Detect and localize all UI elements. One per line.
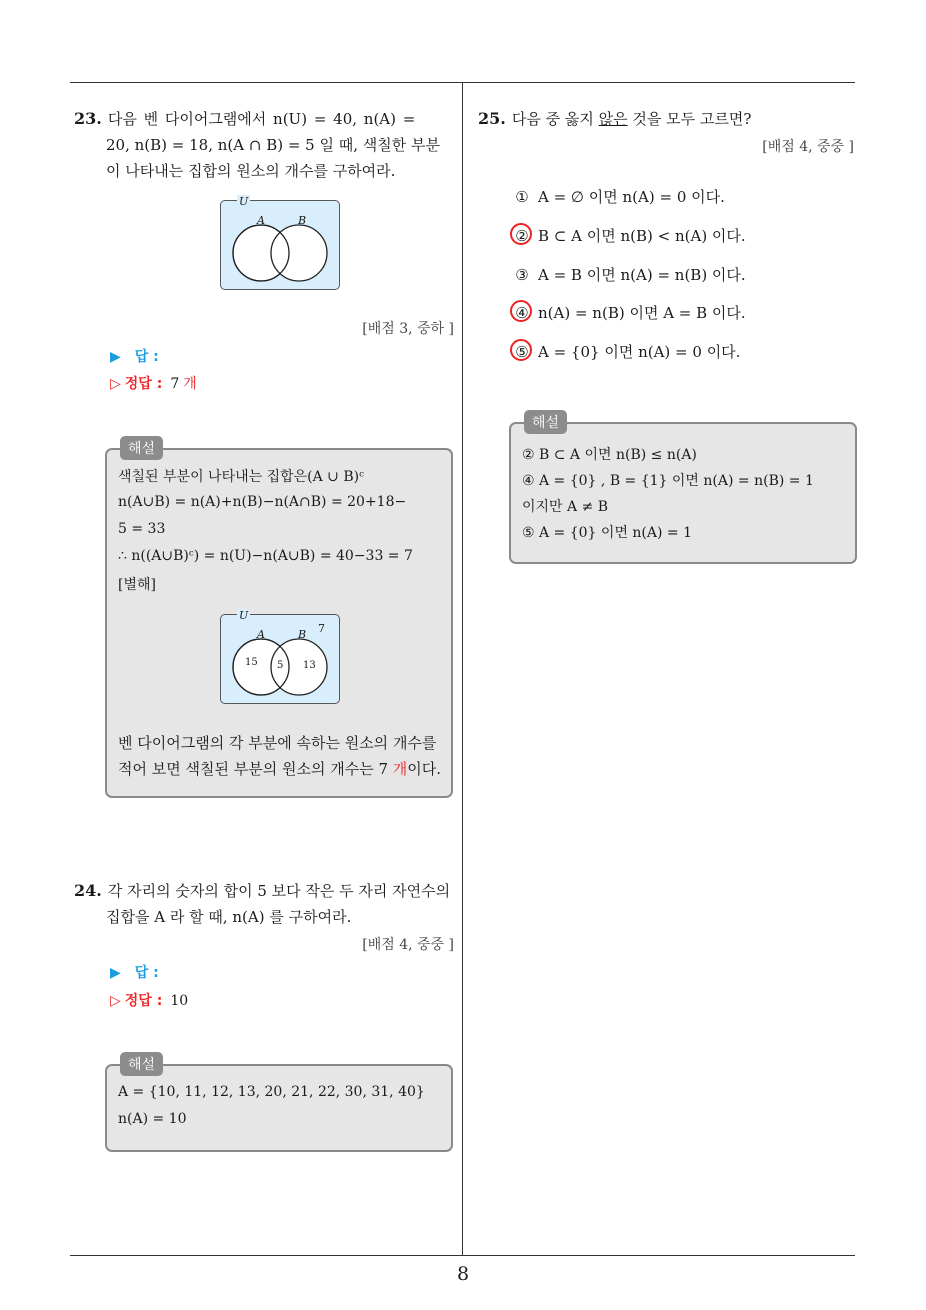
explanation-line: n(A) = 10 xyxy=(118,1111,187,1127)
correct-answer-row xyxy=(110,990,188,1010)
venn-label-u: U xyxy=(239,609,249,622)
explanation-box-24 xyxy=(105,1064,453,1152)
explanation-tag: 해설 xyxy=(120,1052,163,1076)
problem-number: 25. xyxy=(478,109,506,128)
explanation-line: 5 = 33 xyxy=(118,521,166,537)
problem-text: 20, n(B) = 18, n(A ∩ B) = 5 일 때, 색칠한 부분 xyxy=(106,136,440,154)
choice-4[interactable] xyxy=(512,302,746,323)
explanation-line: ∴ n((A∪B)ᶜ) = n(U)−n(A∪B) = 40−33 = 7 xyxy=(118,548,413,564)
venn-label-b: B xyxy=(298,628,307,641)
venn-count-b-only: 13 xyxy=(303,660,316,671)
venn-label-a: A xyxy=(257,214,265,227)
choice-number: ③ xyxy=(515,266,529,284)
set-b-circle xyxy=(271,225,327,281)
choice-text: n(A) = n(B) 이면 A = B 이다. xyxy=(538,304,746,322)
problem-text: 집합을 A 라 할 때, n(A) 를 구하여라. xyxy=(106,908,352,926)
problem-number: 23. xyxy=(74,109,102,128)
venn-diagram xyxy=(220,195,340,290)
score-label: [배점 4, 중중 ] xyxy=(362,937,454,953)
problem-text: 것을 모두 고르면? xyxy=(627,110,752,128)
problem-text: 다음 벤 다이어그램에서 n(U) = 40, n(A) = xyxy=(107,110,416,128)
problem-23 xyxy=(74,106,456,184)
venn-count-outside: 7 xyxy=(318,622,325,635)
explanation-unit: 개 xyxy=(392,760,408,778)
choice-text: A = {0} 이면 n(A) = 0 이다. xyxy=(538,343,741,361)
explanation-line: [별해] xyxy=(118,577,156,593)
triangle-outline-icon: ▷ xyxy=(110,376,121,392)
choice-1[interactable] xyxy=(512,186,725,207)
explanation-line: ② B ⊂ A 이면 n(B) ≤ n(A) xyxy=(522,447,697,463)
correct-value: 7 xyxy=(170,376,180,392)
explanation-line xyxy=(118,758,441,779)
explanation-line: n(A∪B) = n(A)+n(B)−n(A∩B) = 20+18− xyxy=(118,494,407,510)
page-number: 8 xyxy=(456,1263,470,1285)
problem-number: 24. xyxy=(74,881,102,900)
triangle-right-icon: ▶ xyxy=(110,349,121,365)
venn-label-a: A xyxy=(257,628,265,641)
choice-5[interactable] xyxy=(512,341,740,362)
explanation-line: ⑤ A = {0} 이면 n(A) = 1 xyxy=(522,525,693,541)
problem-25 xyxy=(478,106,854,132)
choice-text: B ⊂ A 이면 n(B) < n(A) 이다. xyxy=(538,227,746,245)
triangle-outline-icon: ▷ xyxy=(110,993,121,1009)
explanation-tag: 해설 xyxy=(524,410,567,434)
answer-label: 답 : xyxy=(134,349,159,365)
correct-value: 10 xyxy=(170,993,189,1009)
explanation-line: 이지만 A ≠ B xyxy=(522,499,609,515)
explanation-line: ④ A = {0} , B = {1} 이면 n(A) = n(B) = 1 xyxy=(522,473,814,489)
venn-label-u: U xyxy=(239,195,249,208)
choice-number: ④ xyxy=(515,304,529,322)
explanation-line: A = {10, 11, 12, 13, 20, 21, 22, 30, 31, 40} xyxy=(118,1084,425,1100)
triangle-right-icon: ▶ xyxy=(110,965,121,981)
venn-diagram-solution xyxy=(220,609,340,704)
problem-24 xyxy=(74,878,458,930)
venn-count-both: 5 xyxy=(277,660,284,671)
column-divider xyxy=(462,82,463,1255)
problem-text-underlined: 않은 xyxy=(598,110,628,128)
correct-label: 정답 : xyxy=(124,993,163,1009)
choice-number: ① xyxy=(515,188,529,206)
problem-text: 다음 중 옳지 xyxy=(511,110,599,128)
correct-unit: 개 xyxy=(183,376,197,392)
answer-row xyxy=(110,346,159,366)
score-label: [배점 3, 중하 ] xyxy=(362,321,454,337)
choice-3[interactable] xyxy=(512,264,746,285)
choice-number: ② xyxy=(515,227,529,245)
choice-2[interactable] xyxy=(512,225,746,246)
choice-text: A = B 이면 n(A) = n(B) 이다. xyxy=(538,266,746,284)
venn-label-b: B xyxy=(298,214,307,227)
explanation-line: 색칠된 부분이 나타내는 집합은(A ∪ B)ᶜ xyxy=(118,469,364,485)
answer-row xyxy=(110,962,159,982)
explanation-line: 벤 다이어그램의 각 부분에 속하는 원소의 개수를 xyxy=(118,734,437,752)
venn-shapes xyxy=(221,201,341,291)
problem-text: 이 나타내는 집합의 원소의 개수를 구하여라. xyxy=(106,162,396,180)
explanation-text: 적어 보면 색칠된 부분의 원소의 개수는 7 xyxy=(118,760,393,778)
choice-number: ⑤ xyxy=(515,343,529,361)
explanation-tag: 해설 xyxy=(120,436,163,460)
footer-rule xyxy=(70,1255,855,1256)
explanation-text: 이다. xyxy=(407,760,442,778)
problem-text: 각 자리의 숫자의 합이 5 보다 작은 두 자리 자연수의 xyxy=(107,882,451,900)
score-label: [배점 4, 중중 ] xyxy=(762,139,854,155)
correct-answer-row xyxy=(110,373,197,393)
correct-label: 정답 : xyxy=(124,376,163,392)
choice-text: A = ∅ 이면 n(A) = 0 이다. xyxy=(538,188,725,206)
venn-count-a-only: 15 xyxy=(245,657,258,668)
answer-label: 답 : xyxy=(134,965,159,981)
